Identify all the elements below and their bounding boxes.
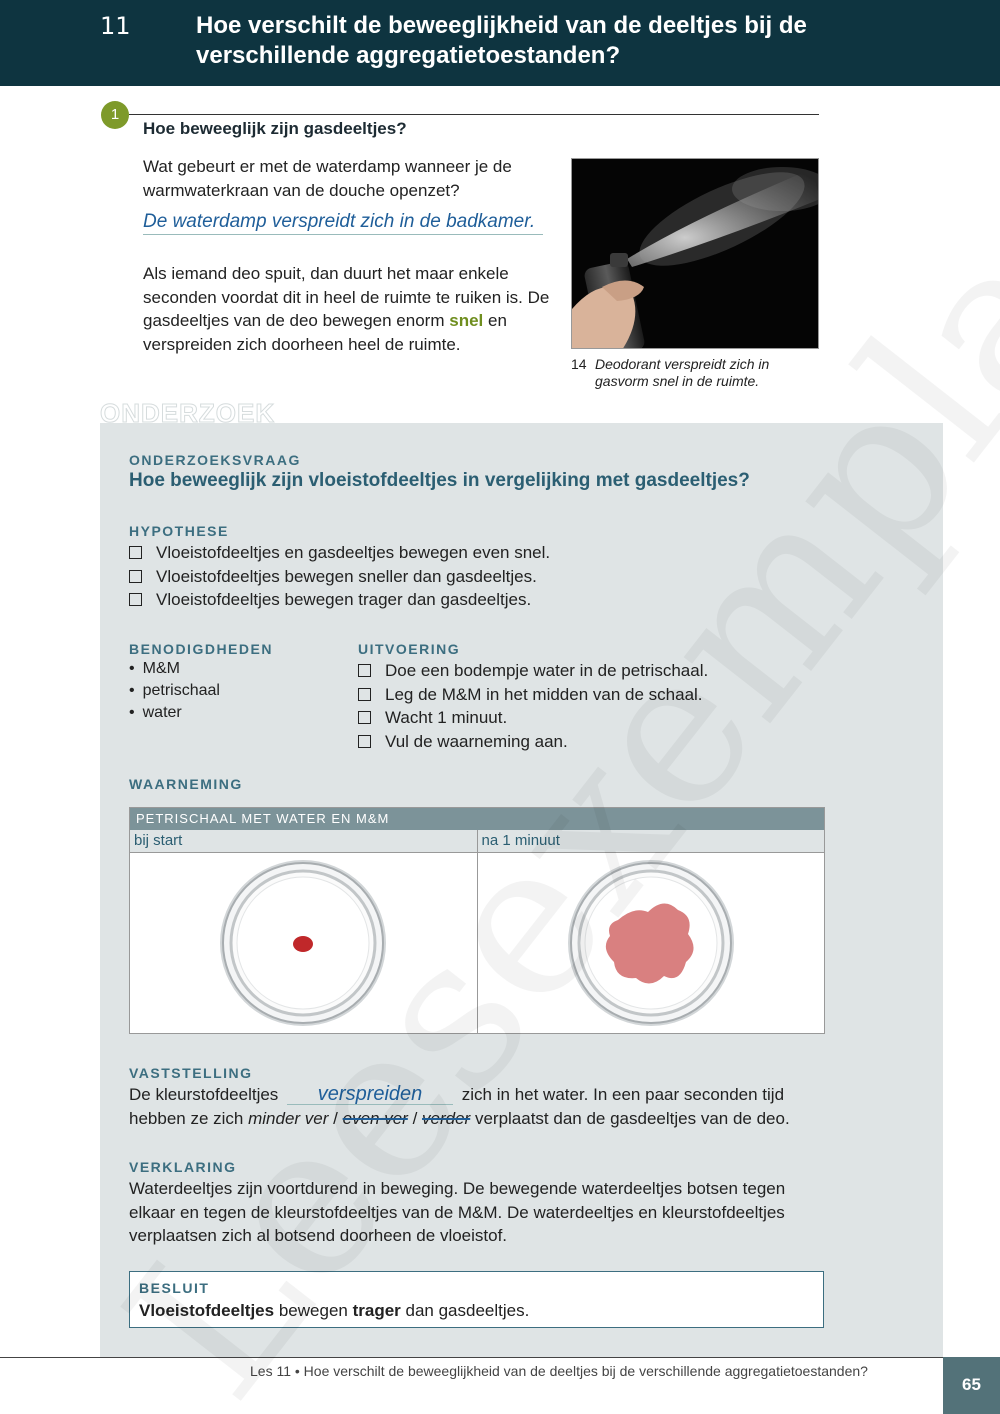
deodorant-photo [571, 158, 819, 349]
footer-text: Les 11 • Hoe verschilt de beweeglijkheid van de deeltjes bij de verschillende aggregatietoestanden? [250, 1363, 868, 1379]
option-separator: / [412, 1109, 418, 1128]
hypothesis-text: Vloeistofdeeltjes bewegen trager dan gasdeeltjes. [156, 590, 532, 609]
finding-text-b: zich in het water. In een paar seconden tijd hebben ze zich [129, 1085, 785, 1128]
paragraph-text-end: en verspreiden zich doorheen heel de ruimte. [143, 311, 507, 354]
section-divider [129, 114, 819, 115]
conclusion-end: dan gasdeeltjes. [405, 1301, 530, 1320]
page-header [0, 0, 1000, 86]
procedure-text: Wacht 1 minuut. [385, 708, 508, 727]
mm-dot [293, 936, 313, 952]
research-title: ONDERZOEK [100, 398, 276, 428]
footer-divider [0, 1357, 943, 1358]
procedure-checkbox[interactable] [358, 688, 371, 701]
procedure-list [358, 659, 708, 753]
procedure-step [358, 730, 708, 754]
finding-text-a: De kleurstofdeeltjes [129, 1085, 279, 1104]
material-item: • petrischaal [129, 680, 220, 702]
procedure-checkbox[interactable] [358, 735, 371, 748]
explanation-text: Waterdeeltjes zijn voortdurend in beweging. De bewegende waterdeeltjes botsen tegen elkaar en tegen de kleurstofdeeltjes van de M&M. De waterdeeltjes en kleurstofdeeltjes verplaatsen zich al botsend doorheen de vloeistof. [129, 1179, 786, 1245]
hypothesis-text: Vloeistofdeeltjes en gasdeeltjes bewegen even snel. [156, 543, 551, 562]
procedure-text: Leg de M&M in het midden van de schaal. [385, 684, 703, 704]
research-question-label: ONDERZOEKSVRAAG [129, 452, 301, 468]
conclusion-bold-subject: Vloeistofdeeltjes [139, 1301, 275, 1320]
hypothesis-checkbox[interactable] [129, 570, 142, 583]
option-even-ver[interactable]: even ver [342, 1109, 408, 1128]
option-separator: / [333, 1109, 338, 1128]
hypothesis-option [129, 588, 550, 612]
section-heading: Hoe beweeglijk zijn gasdeeltjes? [143, 119, 407, 138]
deodorant-spray-illustration [572, 159, 819, 349]
finding-fill-in[interactable]: verspreiden [287, 1084, 453, 1105]
hypothesis-option [129, 541, 550, 565]
deo-paragraph [143, 262, 563, 356]
option-minder-ver[interactable]: minder ver [248, 1109, 329, 1128]
table-header-row [130, 830, 824, 853]
materials-list [129, 658, 220, 724]
lesson-number: 11 [100, 12, 131, 40]
observation-table [129, 807, 825, 1034]
finding-text-c: verplaatst dan de gasdeeltjes van de deo. [474, 1109, 790, 1128]
question-text: Wat gebeurt er met de waterdamp wanneer je de warmwaterkraan van de douche openzet? [143, 157, 512, 200]
hypothesis-option [129, 565, 550, 589]
conclusion-bold-answer: trager [352, 1301, 401, 1320]
conclusion-text [139, 1301, 529, 1321]
hypothesis-checkbox[interactable] [129, 546, 142, 559]
cell-start [130, 853, 477, 1033]
procedure-step [358, 706, 708, 730]
finding-text [129, 1083, 829, 1131]
figure-number: 14 [571, 356, 587, 372]
paragraph-text-start: Als iemand deo spuit, dan duurt het maar enkele seconden voordat dit in heel de ruimte te ruiken is. De gasdeeltjes van de deo bewegen enorm [143, 264, 550, 330]
page-number: 65 [943, 1357, 1000, 1414]
column-header-start: bij start [134, 832, 183, 849]
cell-after [477, 853, 825, 1033]
hypothesis-text: Vloeistofdeeltjes bewegen sneller dan gasdeeltjes. [156, 566, 537, 586]
highlight-word: snel [449, 311, 484, 330]
section-number-badge: 1 [101, 101, 129, 129]
hypothesis-list [129, 541, 550, 612]
lesson-title: Hoe verschilt de beweeglijkheid van de deeltjes bij de verschillende aggregatietoestanden? [196, 12, 807, 69]
procedure-label: UITVOERING [358, 641, 461, 657]
observation-label: WAARNEMING [129, 776, 243, 792]
research-question: Hoe beweeglijk zijn vloeistofdeeltjes in vergelijking met gasdeeltjes? [129, 470, 750, 491]
hypothesis-checkbox[interactable] [129, 593, 142, 606]
finding-label: VASTSTELLING [129, 1065, 253, 1081]
figure-caption-text: Deodorant verspreidt zich in gasvorm snel in de ruimte. [595, 356, 770, 389]
procedure-step [358, 659, 708, 683]
hypothesis-label: HYPOTHESE [129, 523, 229, 539]
material-item: • water [129, 702, 220, 724]
procedure-text: Vul de waarneming aan. [385, 731, 568, 751]
conclusion-box [129, 1271, 824, 1328]
table-title: PETRISCHAAL MET WATER EN M&M [130, 808, 824, 830]
materials-label: BENODIGDHEDEN [129, 641, 273, 657]
material-item: • M&M [129, 658, 220, 680]
option-verder[interactable]: verder [422, 1109, 471, 1128]
figure-caption [571, 356, 811, 390]
conclusion-label: BESLUIT [139, 1280, 210, 1296]
procedure-checkbox[interactable] [358, 664, 371, 677]
procedure-checkbox[interactable] [358, 711, 371, 724]
procedure-step [358, 683, 708, 707]
answer-field[interactable]: De waterdamp verspreidt zich in de badkamer. [143, 211, 543, 235]
petri-dish-start [218, 858, 388, 1028]
explanation-label: VERKLARING [129, 1159, 237, 1175]
table-image-row [130, 853, 824, 1033]
procedure-text: Doe een bodempje water in de petrischaal. [385, 661, 709, 680]
column-header-after: na 1 minuut [477, 830, 825, 852]
conclusion-verb: bewegen [278, 1301, 348, 1320]
petri-dish-after [566, 858, 736, 1028]
